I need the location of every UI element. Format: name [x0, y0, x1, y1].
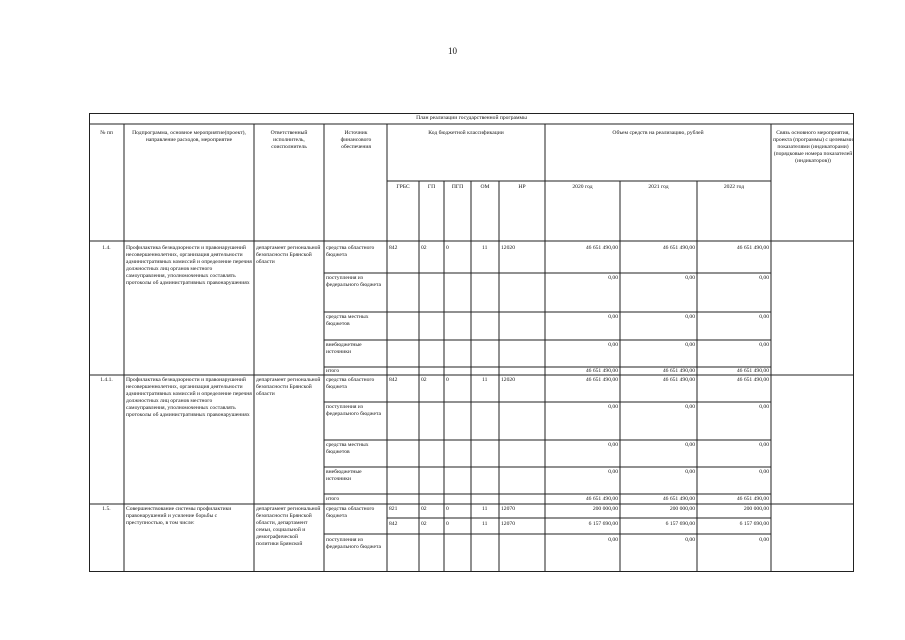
value-2020: 46 651 490,00 — [585, 496, 618, 502]
value-2022: 200 000,00 — [743, 506, 769, 512]
value-2021: 0,00 — [685, 537, 695, 543]
funding-source: средства областного бюджета — [326, 377, 375, 390]
kbk-np: 12070 — [501, 506, 515, 512]
value-2021: 200 000,00 — [669, 506, 695, 512]
kbk-gp: 02 — [421, 377, 427, 383]
responsible-executor: департамент региональной безопасности Брянской области, департамент семьи, социальной и демографической политики Брянской — [256, 506, 321, 547]
funding-source: поступления из федерального бюджета — [326, 404, 382, 417]
value-2021: 0,00 — [685, 275, 695, 281]
header-name: Подпрограмма, основное мероприятие(проект), направление расходов, мероприятие — [132, 130, 246, 143]
kbk-grbs: 842 — [389, 521, 398, 527]
value-2021: 0,00 — [685, 404, 695, 410]
header-np: НР — [518, 184, 526, 190]
implementation-plan-table — [89, 113, 854, 572]
value-2021: 0,00 — [685, 342, 695, 348]
header-responsible: Ответственный исполнитель, соисполнитель — [270, 130, 308, 150]
measure-name: Совершенствование системы профилактики правонарушений и усиление борьбы с преступностью, в том числе: — [126, 506, 232, 526]
kbk-gp: 02 — [421, 245, 427, 251]
value-2022: 0,00 — [759, 275, 769, 281]
value-2021: 46 651 490,00 — [662, 368, 695, 374]
header-2021: 2021 год — [648, 184, 669, 190]
header-kbk: Код бюджетной классификации — [428, 130, 504, 136]
kbk-grbs: 821 — [389, 506, 398, 512]
kbk-np: 12070 — [501, 521, 515, 527]
kbk-om: 11 — [482, 506, 488, 512]
value-2022: 0,00 — [759, 469, 769, 475]
value-2020: 0,00 — [608, 314, 618, 320]
page-number: 10 — [448, 46, 457, 56]
value-2021: 0,00 — [685, 314, 695, 320]
funding-source: средства местных бюджетов — [326, 442, 369, 455]
kbk-pgp: 0 — [446, 506, 449, 512]
value-2020: 46 651 490,00 — [585, 245, 618, 251]
row-number: 1.5. — [102, 506, 111, 512]
value-2021: 6 157 690,00 — [665, 521, 695, 527]
value-2022: 0,00 — [759, 442, 769, 448]
measure-name: Профилактика безнадзорности и правонарушений несовершеннолетних, организация деятельности административных комиссий и определение перечня должностных лиц органов местного самоуправления, уполномоченных составлять протоколы об административных правонарушениях — [126, 377, 252, 418]
value-2022: 0,00 — [759, 342, 769, 348]
value-2020: 46 651 490,00 — [585, 368, 618, 374]
value-2020: 0,00 — [608, 342, 618, 348]
row-number: 1.4.1. — [100, 377, 113, 383]
header-source: Источник финансового обеспечения — [340, 130, 372, 150]
header-2020: 2020 год — [572, 184, 593, 190]
table-caption: План реализации государственной программы — [416, 115, 527, 121]
value-2022: 0,00 — [759, 537, 769, 543]
kbk-np: 12020 — [501, 377, 515, 383]
total-label: итого — [326, 496, 340, 502]
kbk-om: 11 — [482, 521, 488, 527]
header-num: № пп — [100, 130, 113, 136]
value-2022: 46 651 490,00 — [736, 368, 769, 374]
funding-source: внебюджетные источники — [326, 342, 362, 355]
value-2022: 0,00 — [759, 404, 769, 410]
value-2022: 46 651 490,00 — [736, 245, 769, 251]
value-2020: 0,00 — [608, 275, 618, 281]
funding-source: средства областного бюджета — [326, 245, 375, 258]
value-2022: 0,00 — [759, 314, 769, 320]
total-label: итого — [326, 368, 340, 374]
measure-name: Профилактика безнадзорности и правонарушений несовершеннолетних, организация деятельности административных комиссий и определение перечня должностных лиц органов местного самоуправления, уполномоченных составлять протоколы об административных правонарушениях — [126, 245, 252, 286]
kbk-gp: 02 — [421, 521, 427, 527]
value-2022: 6 157 690,00 — [739, 521, 769, 527]
header-volume: Объем средств на реализацию, рублей — [612, 130, 704, 136]
value-2020: 0,00 — [608, 442, 618, 448]
header-pgp: ПГП — [451, 184, 464, 190]
responsible-executor: департамент региональной безопасности Брянской области — [256, 377, 321, 397]
header-2022: 2022 год — [723, 184, 745, 190]
value-2022: 46 651 490,00 — [736, 496, 769, 502]
header-gp: ГП — [427, 184, 436, 190]
value-2021: 46 651 490,00 — [662, 496, 695, 502]
header-grbs: ГРБС — [396, 184, 410, 190]
kbk-pgp: 0 — [446, 521, 449, 527]
kbk-grbs: 842 — [389, 377, 398, 383]
value-2020: 0,00 — [608, 537, 618, 543]
funding-source: средства областного бюджета — [326, 506, 375, 519]
kbk-gp: 02 — [421, 506, 427, 512]
funding-source: поступления из федерального бюджета — [326, 537, 382, 550]
value-2021: 0,00 — [685, 442, 695, 448]
header-om: ОМ — [480, 184, 490, 190]
value-2020: 6 157 690,00 — [588, 521, 618, 527]
kbk-pgp: 0 — [446, 377, 449, 383]
funding-source: внебюджетные источники — [326, 469, 362, 482]
value-2020: 200 000,00 — [592, 506, 618, 512]
funding-source: поступления из федерального бюджета — [326, 275, 382, 288]
kbk-om: 11 — [482, 245, 488, 251]
kbk-grbs: 842 — [389, 245, 398, 251]
value-2021: 46 651 490,00 — [662, 245, 695, 251]
responsible-executor: департамент региональной безопасности Брянской области — [256, 245, 321, 265]
value-2020: 0,00 — [608, 469, 618, 475]
value-2022: 46 651 490,00 — [736, 377, 769, 383]
row-number: 1.4. — [102, 245, 111, 251]
kbk-om: 11 — [482, 377, 488, 383]
kbk-np: 12020 — [501, 245, 515, 251]
value-2021: 0,00 — [685, 469, 695, 475]
value-2020: 0,00 — [608, 404, 618, 410]
value-2021: 46 651 490,00 — [662, 377, 695, 383]
funding-source: средства местных бюджетов — [326, 314, 369, 327]
value-2020: 46 651 490,00 — [585, 377, 618, 383]
kbk-pgp: 0 — [446, 245, 449, 251]
header-link: Связь основного мероприятия, проекта (программы) с целевыми показателями (индикаторами) (порядковые номера показателей (индикаторов)) — [773, 130, 853, 164]
